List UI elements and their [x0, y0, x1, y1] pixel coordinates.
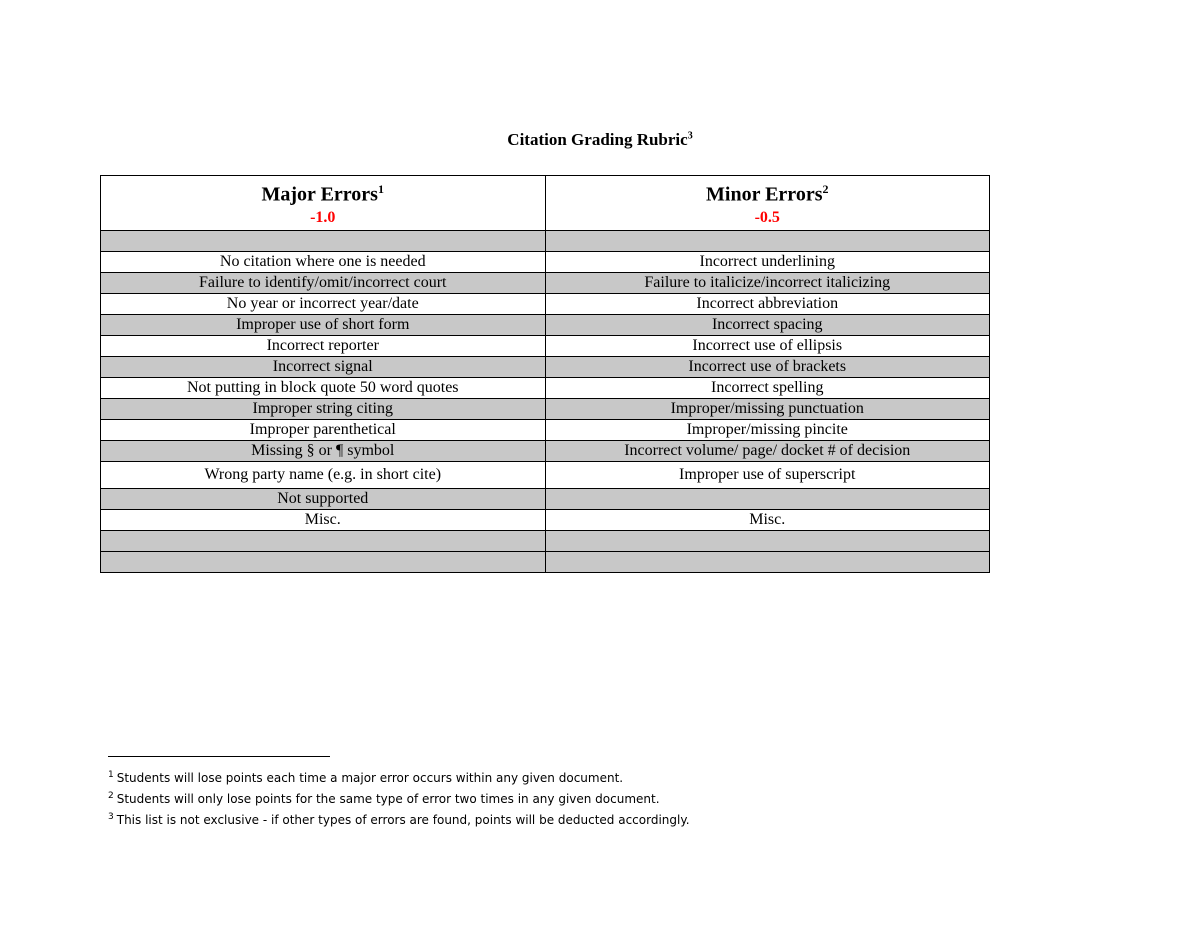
table-row	[101, 357, 990, 378]
table-row	[101, 315, 990, 336]
major-errors-header	[101, 176, 546, 231]
major-errors-deduction: -1.0	[310, 208, 336, 226]
footnotes	[108, 766, 908, 829]
footnote-mark: 1	[108, 770, 114, 780]
table-row	[101, 441, 990, 462]
major-error-cell: Improper use of short form	[101, 315, 546, 336]
major-error-cell: Misc.	[101, 510, 546, 531]
minor-error-cell	[545, 231, 990, 252]
major-error-cell: Missing § or ¶ symbol	[101, 441, 546, 462]
table-row	[101, 420, 990, 441]
minor-error-cell: Incorrect use of brackets	[545, 357, 990, 378]
major-error-cell: Not putting in block quote 50 word quotes	[101, 378, 546, 399]
major-error-cell: No year or incorrect year/date	[101, 294, 546, 315]
footnote-text: Students will only lose points for the same type of error two times in any given document.	[116, 792, 660, 806]
rubric-table	[100, 175, 990, 573]
major-error-cell	[101, 552, 546, 573]
table-row	[101, 252, 990, 273]
footnote-separator	[108, 756, 330, 757]
major-error-cell: No citation where one is needed	[101, 252, 546, 273]
page-title	[0, 130, 1200, 150]
minor-error-cell: Incorrect use of ellipsis	[545, 336, 990, 357]
minor-error-cell	[545, 531, 990, 552]
table-row	[101, 531, 990, 552]
footnote	[108, 808, 908, 829]
header-row	[101, 176, 990, 231]
table-row	[101, 231, 990, 252]
footnote-text: This list is not exclusive - if other types of errors are found, points will be deducted accordingly.	[116, 813, 690, 827]
minor-errors-deduction: -0.5	[754, 208, 780, 226]
major-errors-footnote-mark: 1	[377, 182, 384, 197]
minor-error-cell: Improper/missing pincite	[545, 420, 990, 441]
minor-errors-footnote-mark: 2	[822, 182, 829, 197]
major-error-cell: Failure to identify/omit/incorrect court	[101, 273, 546, 294]
minor-error-cell: Incorrect abbreviation	[545, 294, 990, 315]
minor-error-cell: Failure to italicize/incorrect italicizing	[545, 273, 990, 294]
title-footnote-mark: 3	[687, 130, 693, 142]
minor-errors-title	[546, 177, 990, 207]
table-row	[101, 294, 990, 315]
major-error-cell: Improper string citing	[101, 399, 546, 420]
rubric-body	[101, 176, 990, 573]
major-errors-title	[101, 177, 545, 207]
minor-error-cell: Incorrect volume/ page/ docket # of decision	[545, 441, 990, 462]
major-error-cell: Incorrect signal	[101, 357, 546, 378]
major-error-cell	[101, 231, 546, 252]
table-row	[101, 489, 990, 510]
title-text: Citation Grading Rubric	[507, 130, 688, 149]
minor-error-cell: Improper use of superscript	[545, 462, 990, 489]
major-error-cell: Wrong party name (e.g. in short cite)	[101, 462, 546, 489]
footnote-mark: 2	[108, 791, 114, 801]
minor-errors-label: Minor Errors	[706, 183, 823, 206]
table-row	[101, 462, 990, 489]
major-errors-label: Major Errors	[261, 183, 378, 206]
minor-error-cell: Incorrect underlining	[545, 252, 990, 273]
major-error-cell: Not supported	[101, 489, 546, 510]
footnote-mark: 3	[108, 812, 114, 822]
table-row	[101, 510, 990, 531]
minor-error-cell: Improper/missing punctuation	[545, 399, 990, 420]
table-row	[101, 399, 990, 420]
table-row	[101, 336, 990, 357]
major-error-cell	[101, 531, 546, 552]
table-row	[101, 552, 990, 573]
minor-error-cell	[545, 552, 990, 573]
minor-errors-header	[545, 176, 990, 231]
table-row	[101, 378, 990, 399]
minor-error-cell: Incorrect spelling	[545, 378, 990, 399]
footnote	[108, 787, 908, 808]
table-row	[101, 273, 990, 294]
major-error-cell: Improper parenthetical	[101, 420, 546, 441]
footnote	[108, 766, 908, 787]
footnote-text: Students will lose points each time a major error occurs within any given document.	[116, 771, 624, 785]
minor-error-cell: Misc.	[545, 510, 990, 531]
major-error-cell: Incorrect reporter	[101, 336, 546, 357]
minor-error-cell	[545, 489, 990, 510]
minor-error-cell: Incorrect spacing	[545, 315, 990, 336]
